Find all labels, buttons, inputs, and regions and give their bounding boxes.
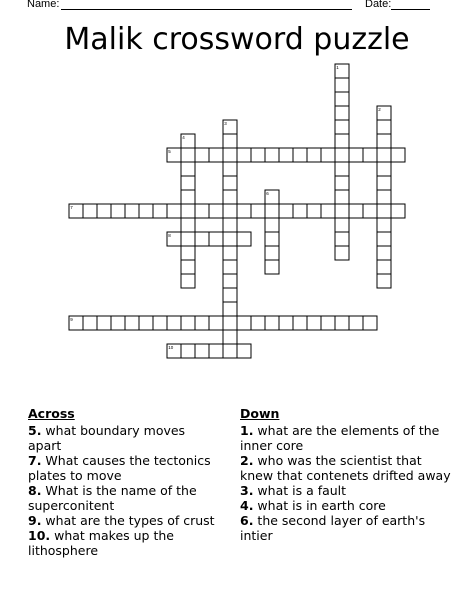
grid-cell[interactable] [391, 204, 405, 218]
grid-cell[interactable] [223, 176, 237, 190]
grid-cell[interactable] [321, 316, 335, 330]
grid-cell[interactable] [307, 316, 321, 330]
grid-cell[interactable] [111, 204, 125, 218]
grid-cell[interactable] [335, 176, 349, 190]
grid-cell[interactable] [139, 316, 153, 330]
grid-cell[interactable] [335, 246, 349, 260]
grid-cell[interactable] [377, 148, 391, 162]
grid-cell[interactable] [223, 302, 237, 316]
grid-cell[interactable] [237, 316, 251, 330]
grid-cell[interactable] [181, 176, 195, 190]
clue-number: 4 [182, 135, 185, 140]
grid-cell[interactable] [335, 316, 349, 330]
grid-cell[interactable] [83, 204, 97, 218]
grid-cell[interactable] [153, 204, 167, 218]
grid-cell[interactable] [363, 204, 377, 218]
clue-number: 7 [70, 205, 73, 210]
clue-number: 10 [168, 345, 174, 350]
grid-cell[interactable] [265, 204, 279, 218]
grid-cell[interactable] [223, 148, 237, 162]
grid-cell[interactable] [195, 232, 209, 246]
grid-cell[interactable] [181, 260, 195, 274]
grid-cell[interactable] [223, 218, 237, 232]
grid-cell[interactable] [223, 316, 237, 330]
grid-cell[interactable] [209, 148, 223, 162]
grid-cell[interactable] [195, 316, 209, 330]
grid-cell[interactable] [265, 260, 279, 274]
grid-cell[interactable] [377, 162, 391, 176]
grid-cell[interactable] [251, 148, 265, 162]
grid-cell[interactable] [125, 316, 139, 330]
grid-cell[interactable] [279, 316, 293, 330]
clue-number: 5 [168, 149, 171, 154]
grid-cell[interactable] [209, 316, 223, 330]
grid-cell[interactable] [181, 246, 195, 260]
grid-cell[interactable] [335, 190, 349, 204]
grid-cell[interactable] [223, 330, 237, 344]
grid-cell[interactable] [209, 344, 223, 358]
date-label: Date: [365, 0, 392, 10]
grid-cell[interactable] [237, 344, 251, 358]
grid-cell[interactable] [335, 92, 349, 106]
down-clue: 6. the second layer of earth's intier [240, 513, 426, 543]
grid-cell[interactable] [265, 148, 279, 162]
grid-cell[interactable] [125, 204, 139, 218]
down-clue: 2. who was the scientist that knew that contenets drifted away [240, 453, 451, 483]
across-clue: 8. What is the name of the superconitent [28, 483, 197, 513]
grid-cell[interactable] [265, 218, 279, 232]
grid-cell[interactable] [279, 148, 293, 162]
grid-cell[interactable] [111, 316, 125, 330]
grid-cell[interactable] [377, 120, 391, 134]
grid-cell[interactable] [251, 204, 265, 218]
grid-cell[interactable] [237, 148, 251, 162]
grid-cell[interactable] [195, 204, 209, 218]
grid-cell[interactable] [335, 78, 349, 92]
grid-cell[interactable] [181, 162, 195, 176]
clue-number: 2 [378, 107, 381, 112]
clue-number: 8 [168, 233, 171, 238]
grid-cell[interactable] [181, 344, 195, 358]
grid-cell[interactable] [251, 316, 265, 330]
across-heading: Across [28, 406, 75, 421]
grid-cell[interactable] [181, 232, 195, 246]
clue-number: 9 [70, 317, 73, 322]
grid-cell[interactable] [335, 120, 349, 134]
across-clue: 10. what makes up the lithosphere [28, 528, 174, 558]
grid-cell[interactable] [181, 274, 195, 288]
down-clue: 4. what is in earth core [240, 498, 386, 513]
grid-cell[interactable] [377, 232, 391, 246]
grid-cell[interactable] [209, 232, 223, 246]
grid-cell[interactable] [335, 204, 349, 218]
down-clue: 1. what are the elements of the inner core [240, 423, 440, 453]
grid-cell[interactable] [83, 316, 97, 330]
grid-cell[interactable] [223, 232, 237, 246]
grid-cell[interactable] [97, 316, 111, 330]
clue-number: 6 [266, 191, 269, 196]
grid-cell[interactable] [265, 316, 279, 330]
grid-cell[interactable] [209, 204, 223, 218]
grid-cell[interactable] [307, 204, 321, 218]
grid-cell[interactable] [349, 316, 363, 330]
grid-cell[interactable] [181, 148, 195, 162]
across-clue: 9. what are the types of crust [28, 513, 215, 528]
grid-cell[interactable] [223, 134, 237, 148]
grid-cell[interactable] [223, 344, 237, 358]
grid-cell[interactable] [391, 148, 405, 162]
grid-cell[interactable] [321, 204, 335, 218]
grid-cell[interactable] [223, 246, 237, 260]
grid-cell[interactable] [223, 204, 237, 218]
grid-cell[interactable] [195, 148, 209, 162]
across-clue: 7. What causes the tectonics plates to move [28, 453, 211, 483]
down-clue: 3. what is a fault [240, 483, 347, 498]
grid-cell[interactable] [335, 162, 349, 176]
grid-cell[interactable] [293, 204, 307, 218]
grid-cell[interactable] [335, 134, 349, 148]
down-clues [240, 406, 455, 543]
across-clue: 5. what boundary moves apart [28, 423, 186, 453]
name-label: Name: [27, 0, 60, 10]
clue-number: 1 [336, 65, 339, 70]
grid-cell[interactable] [279, 204, 293, 218]
grid-cell[interactable] [377, 274, 391, 288]
grid-cell[interactable] [223, 190, 237, 204]
clue-number: 3 [224, 121, 227, 126]
grid-cell[interactable] [363, 316, 377, 330]
grid-cell[interactable] [237, 232, 251, 246]
grid-cell[interactable] [223, 274, 237, 288]
grid-cell[interactable] [181, 316, 195, 330]
grid-cell[interactable] [181, 190, 195, 204]
grid-cell[interactable] [349, 148, 363, 162]
grid-cell[interactable] [335, 232, 349, 246]
down-heading: Down [240, 406, 280, 421]
grid-cell[interactable] [335, 218, 349, 232]
grid-cell[interactable] [377, 246, 391, 260]
grid-cell[interactable] [307, 148, 321, 162]
grid-cell[interactable] [153, 316, 167, 330]
grid-cell[interactable] [377, 204, 391, 218]
grid-cell[interactable] [223, 288, 237, 302]
grid-cell[interactable] [377, 134, 391, 148]
grid-cell[interactable] [377, 260, 391, 274]
grid-cell[interactable] [167, 316, 181, 330]
grid-cell[interactable] [363, 148, 377, 162]
grid-cell[interactable] [377, 176, 391, 190]
grid-cell[interactable] [293, 148, 307, 162]
grid-cell[interactable] [377, 218, 391, 232]
grid-cell[interactable] [223, 260, 237, 274]
grid-cell[interactable] [139, 204, 153, 218]
grid-cell[interactable] [97, 204, 111, 218]
grid-cell[interactable] [335, 106, 349, 120]
grid-cell[interactable] [293, 316, 307, 330]
grid-cell[interactable] [265, 232, 279, 246]
grid-cell[interactable] [265, 246, 279, 260]
grid-cell[interactable] [181, 204, 195, 218]
grid-cell[interactable] [167, 204, 181, 218]
grid-cell[interactable] [195, 344, 209, 358]
page-title: Malik crossword puzzle [64, 22, 410, 57]
grid-cell[interactable] [377, 190, 391, 204]
grid-cell[interactable] [223, 162, 237, 176]
grid-cell[interactable] [321, 148, 335, 162]
grid-cell[interactable] [349, 204, 363, 218]
grid-cell[interactable] [181, 218, 195, 232]
across-clues [28, 406, 218, 558]
grid-cell[interactable] [335, 148, 349, 162]
grid-cell[interactable] [237, 204, 251, 218]
